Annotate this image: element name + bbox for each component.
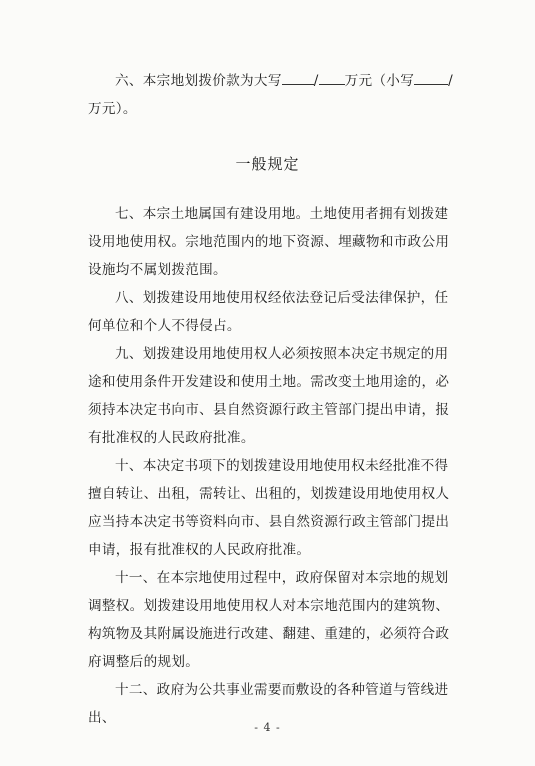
blank-line (319, 70, 345, 85)
blank-value-big: / (313, 73, 319, 89)
clause-10: 十、本决定书项下的划拨建设用地使用权未经批准不得擅自转让、出租，需转让、出租的，划拨建设用地使用权人应当持本决定书等资料向市、县自然资源行政主管部门提出申请，报有批准权的人民政府批准。 (88, 458, 450, 558)
page-number: - 4 - (254, 721, 281, 734)
clause-12: 十二、政府为公共事业需要而敷设的各种管道与管线进出、 (88, 682, 449, 726)
price-clause (88, 67, 468, 123)
blank-line (414, 70, 448, 85)
section-heading: 一般规定 (235, 155, 300, 173)
blank-value-small: / (448, 73, 453, 89)
price-clause-suffix: 万元）。 (88, 101, 137, 117)
price-clause-prefix: 六、本宗地划拨价款为大写 (115, 73, 282, 89)
clause-7: 七、本宗土地属国有建设用地。土地使用者拥有划拨建设用地使用权。宗地范围内的地下资源、埋藏物和市政公用设施均不属划拨范围。 (88, 206, 450, 278)
clause-11: 十一、在本宗地使用过程中，政府保留对本宗地的规划调整权。划拨建设用地使用权人对本宗地范围内的建筑物、构筑物及其附属设施进行改建、翻建、重建的，必须符合政府调整后的规划。 (88, 570, 450, 670)
price-clause-unit: 万元（小写 (344, 73, 415, 89)
blank-line (282, 70, 314, 85)
clause-9: 九、划拨建设用地使用权人必须按照本决定书规定的用途和使用条件开发建设和使用土地。需改变土地用途的，必须持本决定书向市、县自然资源行政主管部门提出申请，报有批准权的人民政府批准。 (88, 346, 450, 446)
clause-8: 八、划拨建设用地使用权经依法登记后受法律保护，任何单位和个人不得侵占。 (88, 290, 449, 334)
